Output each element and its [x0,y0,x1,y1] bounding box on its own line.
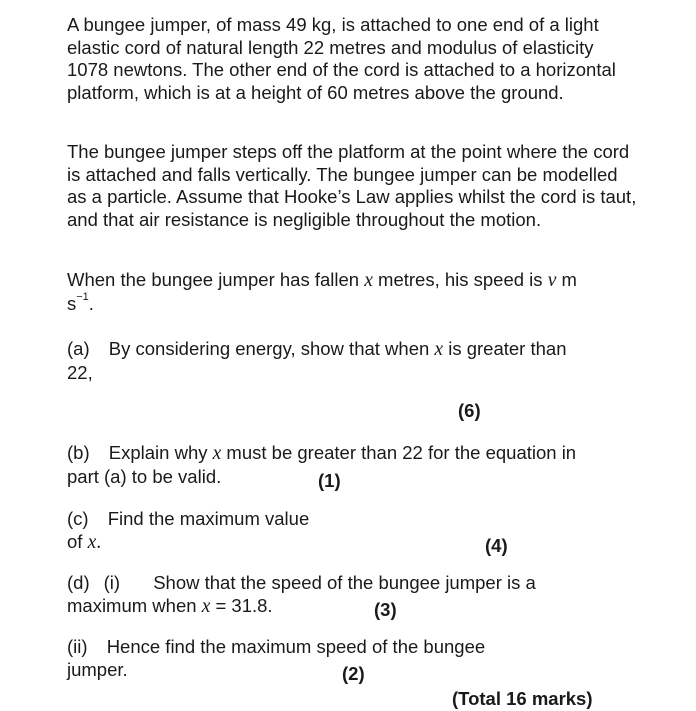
part-b: (b) Explain why x must be greater than 22 for the equation in part (a) to be valid. [67,442,577,487]
part-c: (c) Find the maximum value of x. [67,508,310,553]
intro-paragraph-3: When the bungee jumper has fallen x metres, his speed is v m $s^{-1}$. [67,269,577,314]
part-c-label: (c) [67,508,89,529]
part-a-marks: (6) [458,400,481,421]
part-b-label: (b) [67,442,90,463]
total-marks: (Total 16 marks) [452,688,593,709]
part-d-label: (d) [67,572,90,593]
intro-paragraph-1: A bungee jumper, of mass 49 kg, is attached to one end of a light elastic cord of natural length 22 metres and modulus of elasticity 1078 newtons. The other end of the cord is attached to a horizontal platform, which is at a height of 60 metres above the ground. [67,14,616,103]
part-a: (a) By considering energy, show that when x is greater than 22, [67,338,567,383]
part-a-label: (a) [67,338,90,359]
part-c-marks: (4) [485,535,508,556]
part-b-marks: (1) [318,470,341,491]
part-d-i-marks: (3) [374,599,397,620]
intro-paragraph-2: The bungee jumper steps off the platform at the point where the cord is attached and falls vertically. The bungee jumper can be modelled as a particle. Assume that Hooke’s Law applies whilst the cord is taut, and that air resistance is negligible throughout the motion. [67,141,637,230]
part-d-ii: (ii) Hence find the maximum speed of the bungee jumper. [67,636,486,680]
part-d-ii-marks: (2) [342,663,365,684]
part-d-i: (d) (i) Show that the speed of the bungee jumper is a maximum when x = 31.8. [67,572,536,617]
